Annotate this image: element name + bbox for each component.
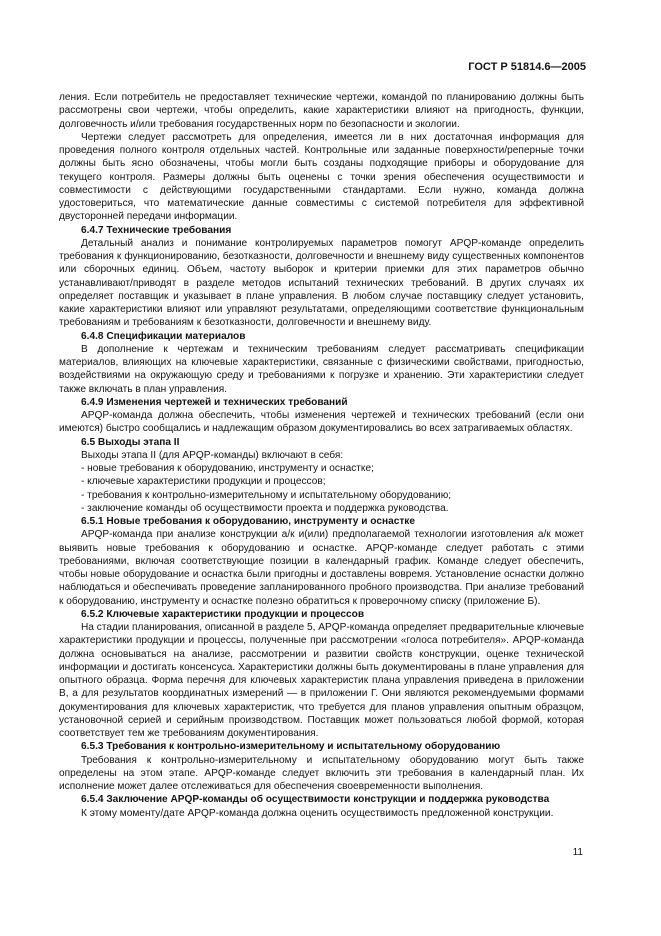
section-heading-6-5-3: 6.5.3 Требования к контрольно-измерительному и испытательному оборудованию [81, 741, 501, 753]
paragraph: К этому моменту/дате APQP-команда должна оценить осуществимость предложенной конструкции. [81, 807, 554, 819]
document-body [59, 91, 584, 820]
paragraph: Чертежи следует рассмотреть для определения, имеется ли в них достаточная информация для проведения полного контроля отдельных частей. Контрольные или заданные поверхности/реперные точки должны быть ясно обозначены, чтобы могли быть созданы подходящие приборы и оборудование для текущего контроля. Размеры должны быть оценены с точки зрения обеспечения осуществимости и совместимости с действующими государственными стандартами. Если нужно, команда должна удостовериться, что математические данные совместимы с системой потребителя для эффективной двусторонней передачи информации. [59, 131, 584, 223]
list-item: - новые требования к оборудованию, инструменту и оснастке; [81, 463, 374, 474]
paragraph: На стадии планирования, описанной в разделе 5, APQP-команда определяет предварительные ключевые характеристики продукции и процессы, полученные при рассмотрении «голоса потребителя». APQP-команда должна основываться на анализе, рассмотрении и развитии свойств конструкции, оценке технической информации и достигать консенсуса. Характеристики должны быть документированы в плане управления для опытного образца. Форма перечня для ключевых характеристик плана управления приведена в приложении В, а для результатов координатных измерений — в приложении Г. Они являются рекомендуемыми формами документирования для ключевых характеристик, что требуется для планов управления опытным образцом, установочной серией и серийным производством. Поставщик может пользоваться любой формой, которая соответствует тем же требованиям документирования. [59, 622, 584, 739]
section-heading-6-4-8: 6.4.8 Спецификации материалов [81, 330, 246, 342]
section-heading-6-5-1: 6.5.1 Новые требования к оборудованию, инструменту и оснастке [81, 516, 416, 527]
list-item: - требования к контрольно-измерительному и испытательному оборудованию; [81, 489, 452, 501]
list-item: - ключевые характеристики продукции и процессов; [81, 476, 326, 488]
paragraph: ления. Если потребитель не предоставляет технические чертежи, командой по планированию должны быть рассмотрены свои чертежи, чтобы определить, какие характеристики влияют на пригодность, функции, долговечность и/или требования государственных норм по безопасности и экологии. [59, 92, 584, 130]
section-heading-6-5-2: 6.5.2 Ключевые характеристики продукции и процессов [81, 608, 365, 620]
paragraph: Требования к контрольно-измерительному и испытательному оборудованию могут быть также определены на этом этапе. APQP-команде следует включить эти требования в календарный план. Их исполнение может далее отслеживаться для обеспечения своевременности выполнения. [59, 754, 584, 792]
section-heading-6-5-4: 6.5.4 Заключение APQP-команды об осуществимости конструкции и поддержка руководства [81, 794, 550, 806]
section-heading-6-4-7: 6.4.7 Технические требования [81, 224, 232, 236]
paragraph: APQP-команда должна обеспечить, чтобы изменения чертежей и технических требований (если они имеются) быстро сообщались и надлежащим образом документировались во всех затрагиваемых областях. [59, 410, 584, 435]
list-item: - заключение команды об осуществимости проекта и поддержка руководства. [81, 502, 449, 514]
paragraph: Выходы этапа II (для APQP-команды) включают в себя: [81, 449, 344, 461]
section-heading-6-5: 6.5 Выходы этапа II [81, 436, 180, 448]
page-number: 11 [572, 847, 583, 858]
paragraph: APQP-команда при анализе конструкции а/к и(или) предполагаемой технологии изготовления а/к может выявить новые требования к оборудованию и оснастке. APQP-команде следует работать с этими требованиями, включая соответствующие позиции в календарный график. Команде следует обеспечить, чтобы новые оборудование и оснастка были пригодны и доставлены вовремя. Установление оснастки должно наблюдаться и обеспечивать проведение запланированного пробного производства. При анализе требований к оборудованию, инструменту и оснастке полезно обратиться к проверочному списку (приложение Б). [59, 529, 584, 607]
paragraph: Детальный анализ и понимание контролируемых параметров помогут APQP-команде определить требования к функционированию, безотказности, долговечности и внешнему виду существенных компонентов или сборочных единиц. Объем, частоту выборок и критерии приемки для этих параметров обычно устанавливают/приводят в разделе методов испытаний технических требований. В других случаях их определяет поставщик и указывает в плане управления. В любом случае поставщику следует установить, какие характеристики влияют или управляют результатами, определяющими соответствие функциональным требованиям и требованиям к безотказности, долговечности и внешнему виду. [59, 237, 584, 329]
section-heading-6-4-9: 6.4.9 Изменения чертежей и технических требований [81, 396, 348, 408]
document-code: ГОСТ Р 51814.6—2005 [468, 61, 586, 73]
paragraph: В дополнение к чертежам и техническим требованиям следует рассматривать спецификации материалов, влияющих на ключевые характеристики, связанные с физическими свойствами, пригодностью, воздействиями на окружающую среду и требованиями к погрузке и хранению. Эти характеристики следует также включать в план управления. [59, 343, 584, 395]
